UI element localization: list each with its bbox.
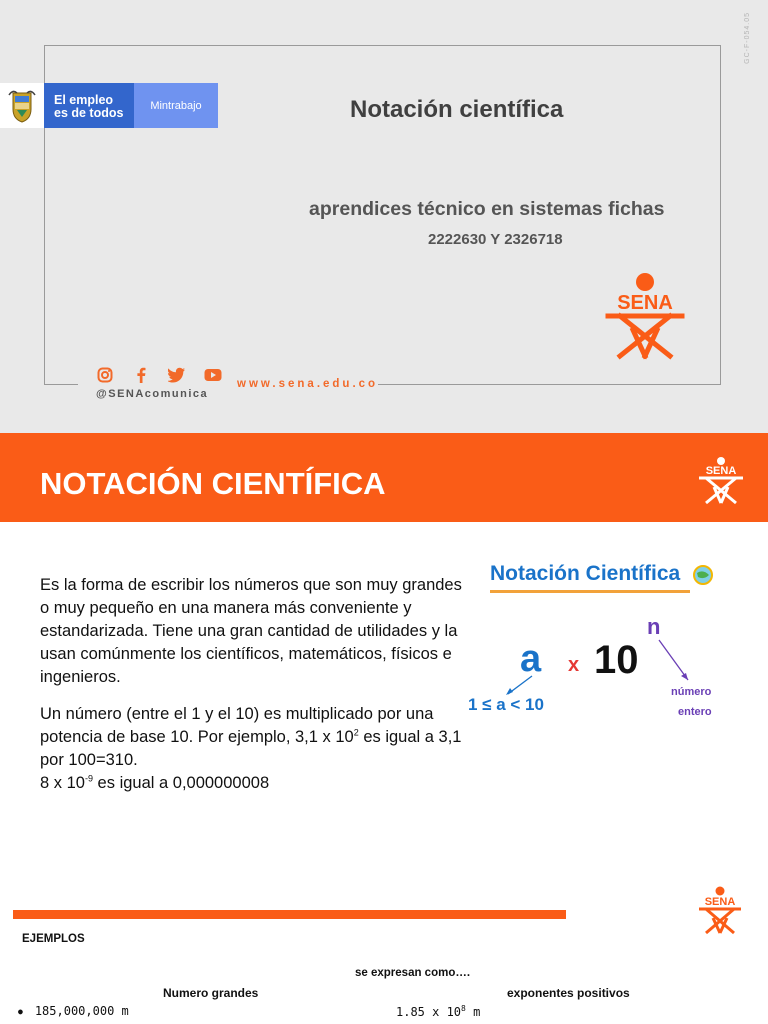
base-ten: 10 [594,638,639,682]
gov-slogan: El empleo es de todos [44,83,134,128]
ministry-label: Mintrabajo [134,83,218,128]
integer-label-1: número [671,686,712,698]
cover-fichas: 2222630 Y 2326718 [428,231,563,248]
figure-title: Notación Científica [490,562,681,585]
scientific-notation-figure [466,550,721,725]
svg-text:SENA: SENA [705,465,737,477]
definition-paragraph: Es la forma de escribir los números que son muy grandes o muy pequeño en una manera más conveniente y estandarizada. Tiene una gran cantidad de utilidades y la usan comúnmente los científicos, matemáticos, físicos e ingenieros. [40,576,462,686]
examples-heading: EJEMPLOS [22,933,85,945]
document-code: GC-F-054.05 [744,12,751,64]
sena-logo-white [695,457,747,505]
cover-title: Notación científica [350,96,564,123]
svg-text:SENA: SENA [704,896,736,908]
column-header-right: exponentes positivos [507,986,630,1000]
cover-subtitle: aprendices técnico en sistemas fichas [309,198,665,220]
facebook-icon[interactable] [132,366,150,384]
cover-slide [0,0,768,433]
mantissa-a: a [520,638,542,680]
website-link[interactable]: www.sena.edu.co [237,378,379,390]
youtube-icon[interactable] [204,366,222,384]
se-expresan-label: se expresan como…. [355,967,471,979]
instagram-icon[interactable] [96,366,114,384]
range-label: 1 ≤ a < 10 [468,695,544,714]
times-sign: x [568,654,580,676]
sena-logo [600,272,690,362]
example-paragraph: Un número (entre el 1 y el 10) es multiplicado por una potencia de base 10. Por ejemplo, 3,1 x $10^2$ es igual a 3,1 por 100=310. 8 x $10^{-9}$ es igual a 0,000000008 [40,705,462,792]
definition-text [40,574,465,795]
exponent-n: n [647,614,661,639]
social-handle[interactable]: @SENAcomunica [96,388,209,400]
integer-label-2: entero [678,706,712,718]
svg-text:SENA: SENA [617,292,673,314]
column-header-left: Numero grandes [163,986,259,1000]
twitter-icon[interactable] [168,366,186,384]
colombia-seal-icon [0,83,44,128]
sena-logo-small [695,886,745,936]
example-row-left: ● 185,000,000 m [18,1004,129,1018]
banner-title: NOTACIÓN CIENTÍFICA [40,466,386,501]
orange-divider [13,910,566,919]
social-icons [96,366,222,384]
example-row-right: 1.85 x $10^8$ m [396,1004,481,1019]
government-logo [0,83,218,128]
